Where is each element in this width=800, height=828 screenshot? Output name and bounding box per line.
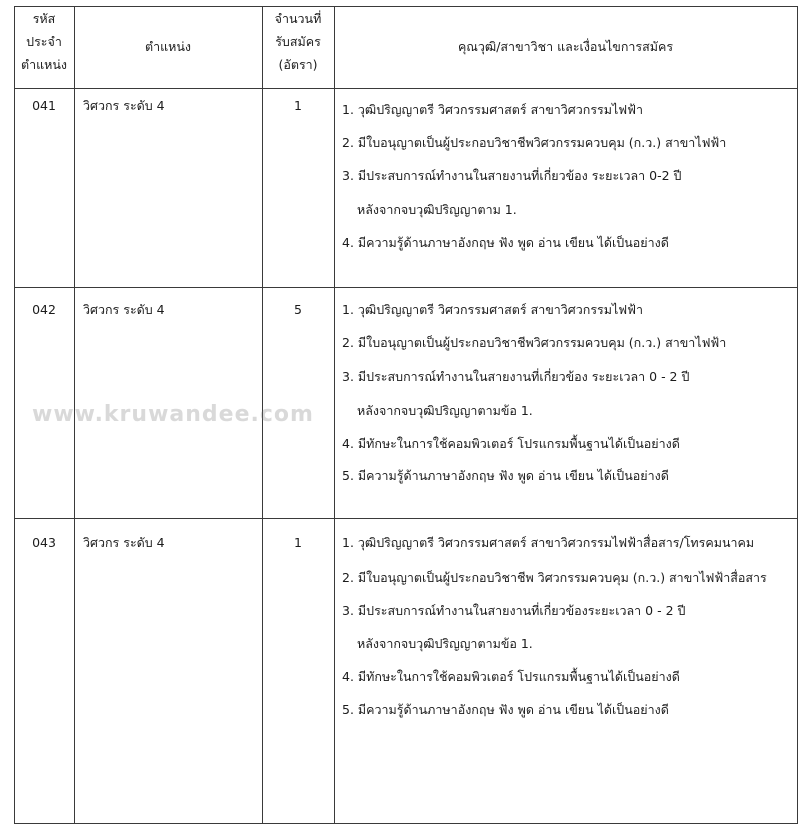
header-code-line: ประจำ [26,34,62,49]
requirement-item: 2. มีใบอนุญาตเป็นผู้ประกอบวิชาชีพ วิศวกรรมควบคุม (ก.ว.) สาขาไฟฟ้าสื่อสาร [342,570,767,585]
requirement-item: 5. มีความรู้ด้านภาษาอังกฤษ ฟัง พูด อ่าน เขียน ได้เป็นอย่างดี [342,468,669,483]
header-qualifications-label: คุณวุฒิ/สาขาวิชา และเงื่อนไขการสมัคร [457,39,674,54]
requirement-item: 1. วุฒิปริญญาตรี วิศวกรรมศาสตร์ สาขาวิศวกรรมไฟฟ้าสื่อสาร/โทรคมนาคม [342,535,755,550]
header-count-line: รับสมัคร [275,34,321,49]
row-count: 1 [294,98,302,113]
row-code: 041 [32,98,56,113]
row-position: วิศวกร ระดับ 4 [83,302,165,317]
table-border-right [797,6,798,824]
header-code [14,11,74,73]
requirement-item: 3. มีประสบการณ์ทำงานในสายงานที่เกี่ยวข้อง ระยะเวลา 0 - 2 ปี [342,369,690,384]
header-position-label: ตำแหน่ง [144,39,192,54]
header-divider [14,88,798,89]
requirement-item: 4. มีทักษะในการใช้คอมพิวเตอร์ โปรแกรมพื้นฐานได้เป็นอย่างดี [342,436,680,451]
header-code-line: รหัส [32,11,56,26]
requirement-continuation: หลังจากจบวุฒิปริญญาตาม 1. [357,202,517,217]
header-count-line: (อัตรา) [278,57,318,72]
watermark: www.kruwandee.com [32,402,314,427]
table-border-top [14,6,798,7]
row-code: 043 [32,535,56,550]
table-border-left [14,6,15,824]
column-divider [334,6,335,824]
header-count-line: จำนวนที่ [274,11,322,26]
row-code: 042 [32,302,56,317]
requirement-item: 1. วุฒิปริญญาตรี วิศวกรรมศาสตร์ สาขาวิศวกรรมไฟฟ้า [342,302,644,317]
requirement-item: 4. มีความรู้ด้านภาษาอังกฤษ ฟัง พูด อ่าน เขียน ได้เป็นอย่างดี [342,235,669,250]
requirement-item: 3. มีประสบการณ์ทำงานในสายงานที่เกี่ยวข้อง ระยะเวลา 0-2 ปี [342,168,682,183]
header-count [262,11,334,73]
row-position: วิศวกร ระดับ 4 [83,98,165,113]
requirement-item: 3. มีประสบการณ์ทำงานในสายงานที่เกี่ยวข้องระยะเวลา 0 - 2 ปี [342,603,686,618]
requirement-item: 4. มีทักษะในการใช้คอมพิวเตอร์ โปรแกรมพื้นฐานได้เป็นอย่างดี [342,669,680,684]
row-divider [14,518,798,519]
table-border-bottom [14,823,798,824]
requirement-item: 2. มีใบอนุญาตเป็นผู้ประกอบวิชาชีพวิศวกรรมควบคุม (ก.ว.) สาขาไฟฟ้า [342,335,727,350]
header-position [74,39,262,55]
requirement-continuation: หลังจากจบวุฒิปริญญาตามข้อ 1. [357,403,533,418]
row-position: วิศวกร ระดับ 4 [83,535,165,550]
requirement-continuation: หลังจากจบวุฒิปริญญาตามข้อ 1. [357,636,533,651]
row-count: 5 [294,302,302,317]
requirement-item: 5. มีความรู้ด้านภาษาอังกฤษ ฟัง พูด อ่าน เขียน ได้เป็นอย่างดี [342,702,669,717]
header-code-line: ตำแหน่ง [20,57,68,72]
requirement-item: 2. มีใบอนุญาตเป็นผู้ประกอบวิชาชีพวิศวกรรมควบคุม (ก.ว.) สาขาไฟฟ้า [342,135,727,150]
row-count: 1 [294,535,302,550]
requirement-item: 1. วุฒิปริญญาตรี วิศวกรรมศาสตร์ สาขาวิศวกรรมไฟฟ้า [342,102,644,117]
row-divider [14,287,798,288]
header-qualifications [334,39,797,55]
